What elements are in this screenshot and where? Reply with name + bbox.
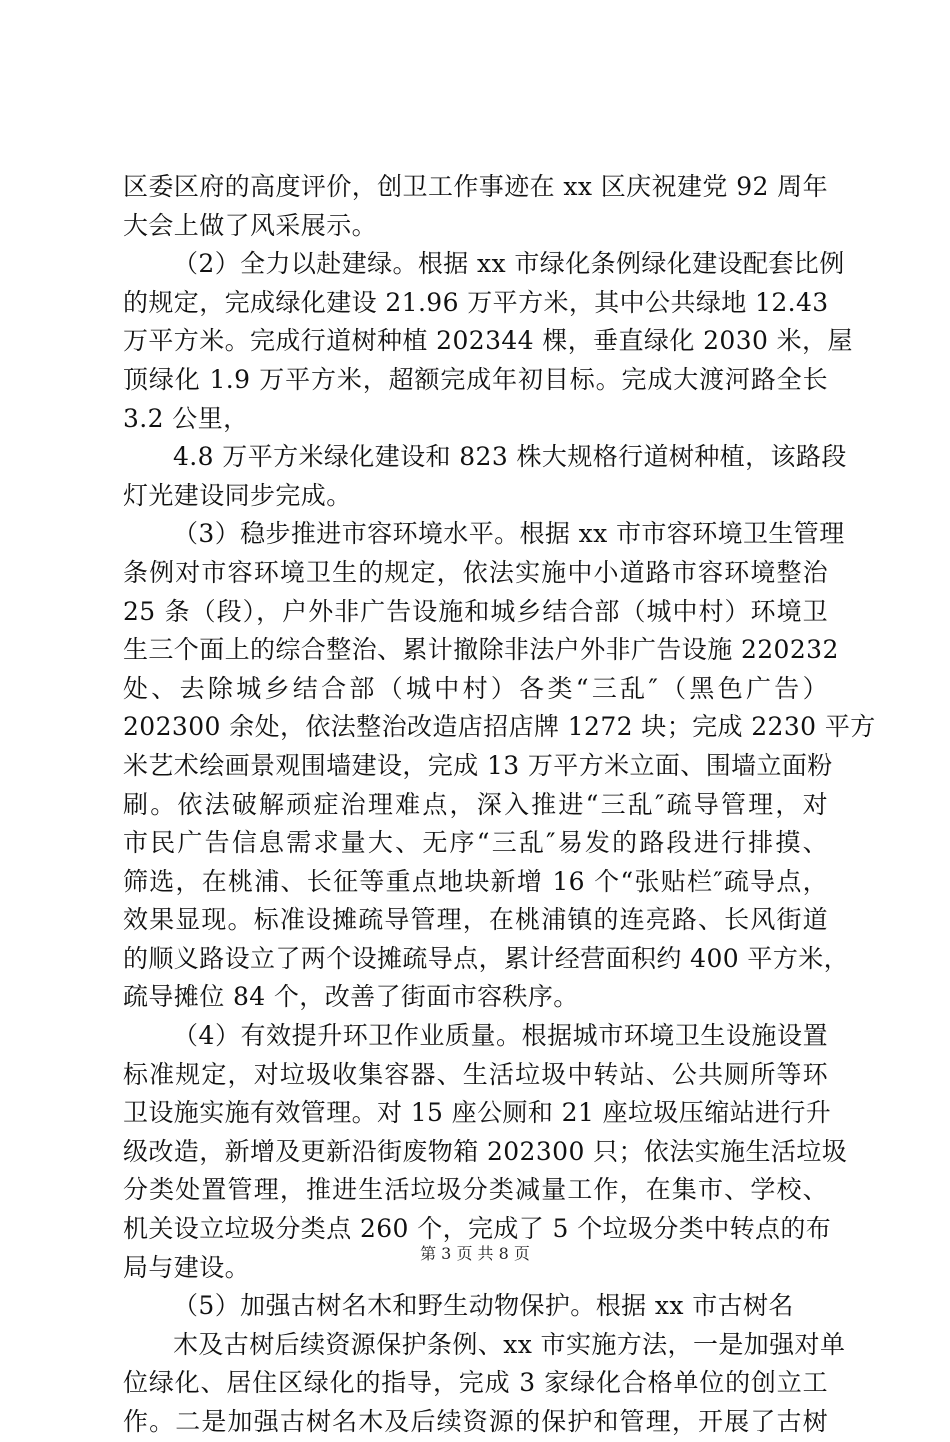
text-line: 处、去除城乡结合部（城中村）各类“三乱″（黑色广告）	[123, 673, 828, 703]
text-line: 局与建设。	[123, 1252, 251, 1282]
text-line: 标准规定，对垃圾收集容器、生活垃圾中转站、公共厕所等环	[123, 1059, 828, 1089]
text-line: 分类处置管理，推进生活垃圾分类减量工作，在集市、学校、	[123, 1175, 828, 1205]
paragraph-5-start: （5）加强古树名木和野生动物保护。根据 xx 市古树名	[173, 1291, 794, 1321]
paragraph-4-start: （4）有效提升环卫作业质量。根据城市环境卫生设施设置	[173, 1021, 828, 1051]
text-line: 位绿化、居住区绿化的指导，完成 3 家绿化合格单位的创立工	[123, 1368, 828, 1398]
text-line: 大会上做了风采展示。	[123, 210, 378, 240]
text-line: 灯光建设同步完成。	[123, 480, 352, 510]
text-line: 区委区府的高度评价，创卫工作事迹在 xx 区庆祝建党 92 周年	[123, 172, 828, 201]
text-line: 万平方米。完成行道树种植 202344 棵，垂直绿化 2030 米，屋	[123, 326, 853, 356]
text-line: 卫设施实施有效管理。对 15 座公厕和 21 座垃圾压缩站进行升	[123, 1098, 832, 1128]
text-line: 的顺义路设立了两个设摊疏导点，累计经营面积约 400 平方米，	[123, 943, 850, 973]
text-line: 202300 余处，依法整治改造店招店牌 1272 块；完成 2230 平方	[123, 712, 876, 742]
text-line: 作。二是加强古树名木及后续资源的保护和管理，开展了古树	[123, 1407, 828, 1436]
text-line: 4.8 万平方米绿化建设和 823 株大规格行道树种植，该路段	[173, 442, 847, 472]
page-number-footer: 第 3 页 共 8 页	[420, 1244, 530, 1263]
text-line: 顶绿化 1.9 万平方米，超额完成年初目标。完成大渡河路全长	[123, 364, 828, 394]
text-line: 条例对市容环境卫生的规定，依法实施中小道路市容环境整治	[123, 557, 828, 587]
text-line: 25 条（段），户外非广告设施和城乡结合部（城中村）环境卫	[123, 596, 828, 626]
text-line: 刷。依法破解顽症治理难点，深入推进“三乱″疏导管理，对	[123, 789, 828, 819]
text-line: 生三个面上的综合整治、累计撤除非法户外非广告设施 220232	[123, 635, 839, 665]
text-line: 疏导摊位 84 个，改善了街面市容秩序。	[123, 982, 579, 1012]
text-line: 筛选，在桃浦、长征等重点地块新增 16 个“张贴栏″疏导点，	[123, 866, 828, 896]
paragraph-3-start: （3）稳步推进市容环境水平。根据 xx 市市容环境卫生管理	[173, 519, 845, 549]
text-line: 米艺术绘画景观围墙建设，完成 13 万平方米立面、围墙立面粉	[123, 750, 833, 780]
text-line: 3.2 公里，	[123, 403, 249, 433]
text-line: 的规定，完成绿化建设 21.96 万平方米，其中公共绿地 12.43	[123, 287, 829, 317]
paragraph-2-start: （2）全力以赴建绿。根据 xx 市绿化条例绿化建设配套比例	[173, 249, 845, 279]
text-line: 机关设立垃圾分类点 260 个，完成了 5 个垃圾分类中转点的布	[123, 1214, 832, 1244]
text-line: 市民广告信息需求量大、无序“三乱″易发的路段进行排摸、	[123, 828, 828, 858]
text-line: 级改造，新增及更新沿街废物箱 202300 只；依法实施生活垃圾	[123, 1136, 848, 1166]
text-line: 效果显现。标准设摊疏导管理，在桃浦镇的连亮路、长风街道	[123, 905, 828, 935]
text-line: 木及古树后续资源保护条例、xx 市实施方法，一是加强对单	[173, 1329, 846, 1359]
